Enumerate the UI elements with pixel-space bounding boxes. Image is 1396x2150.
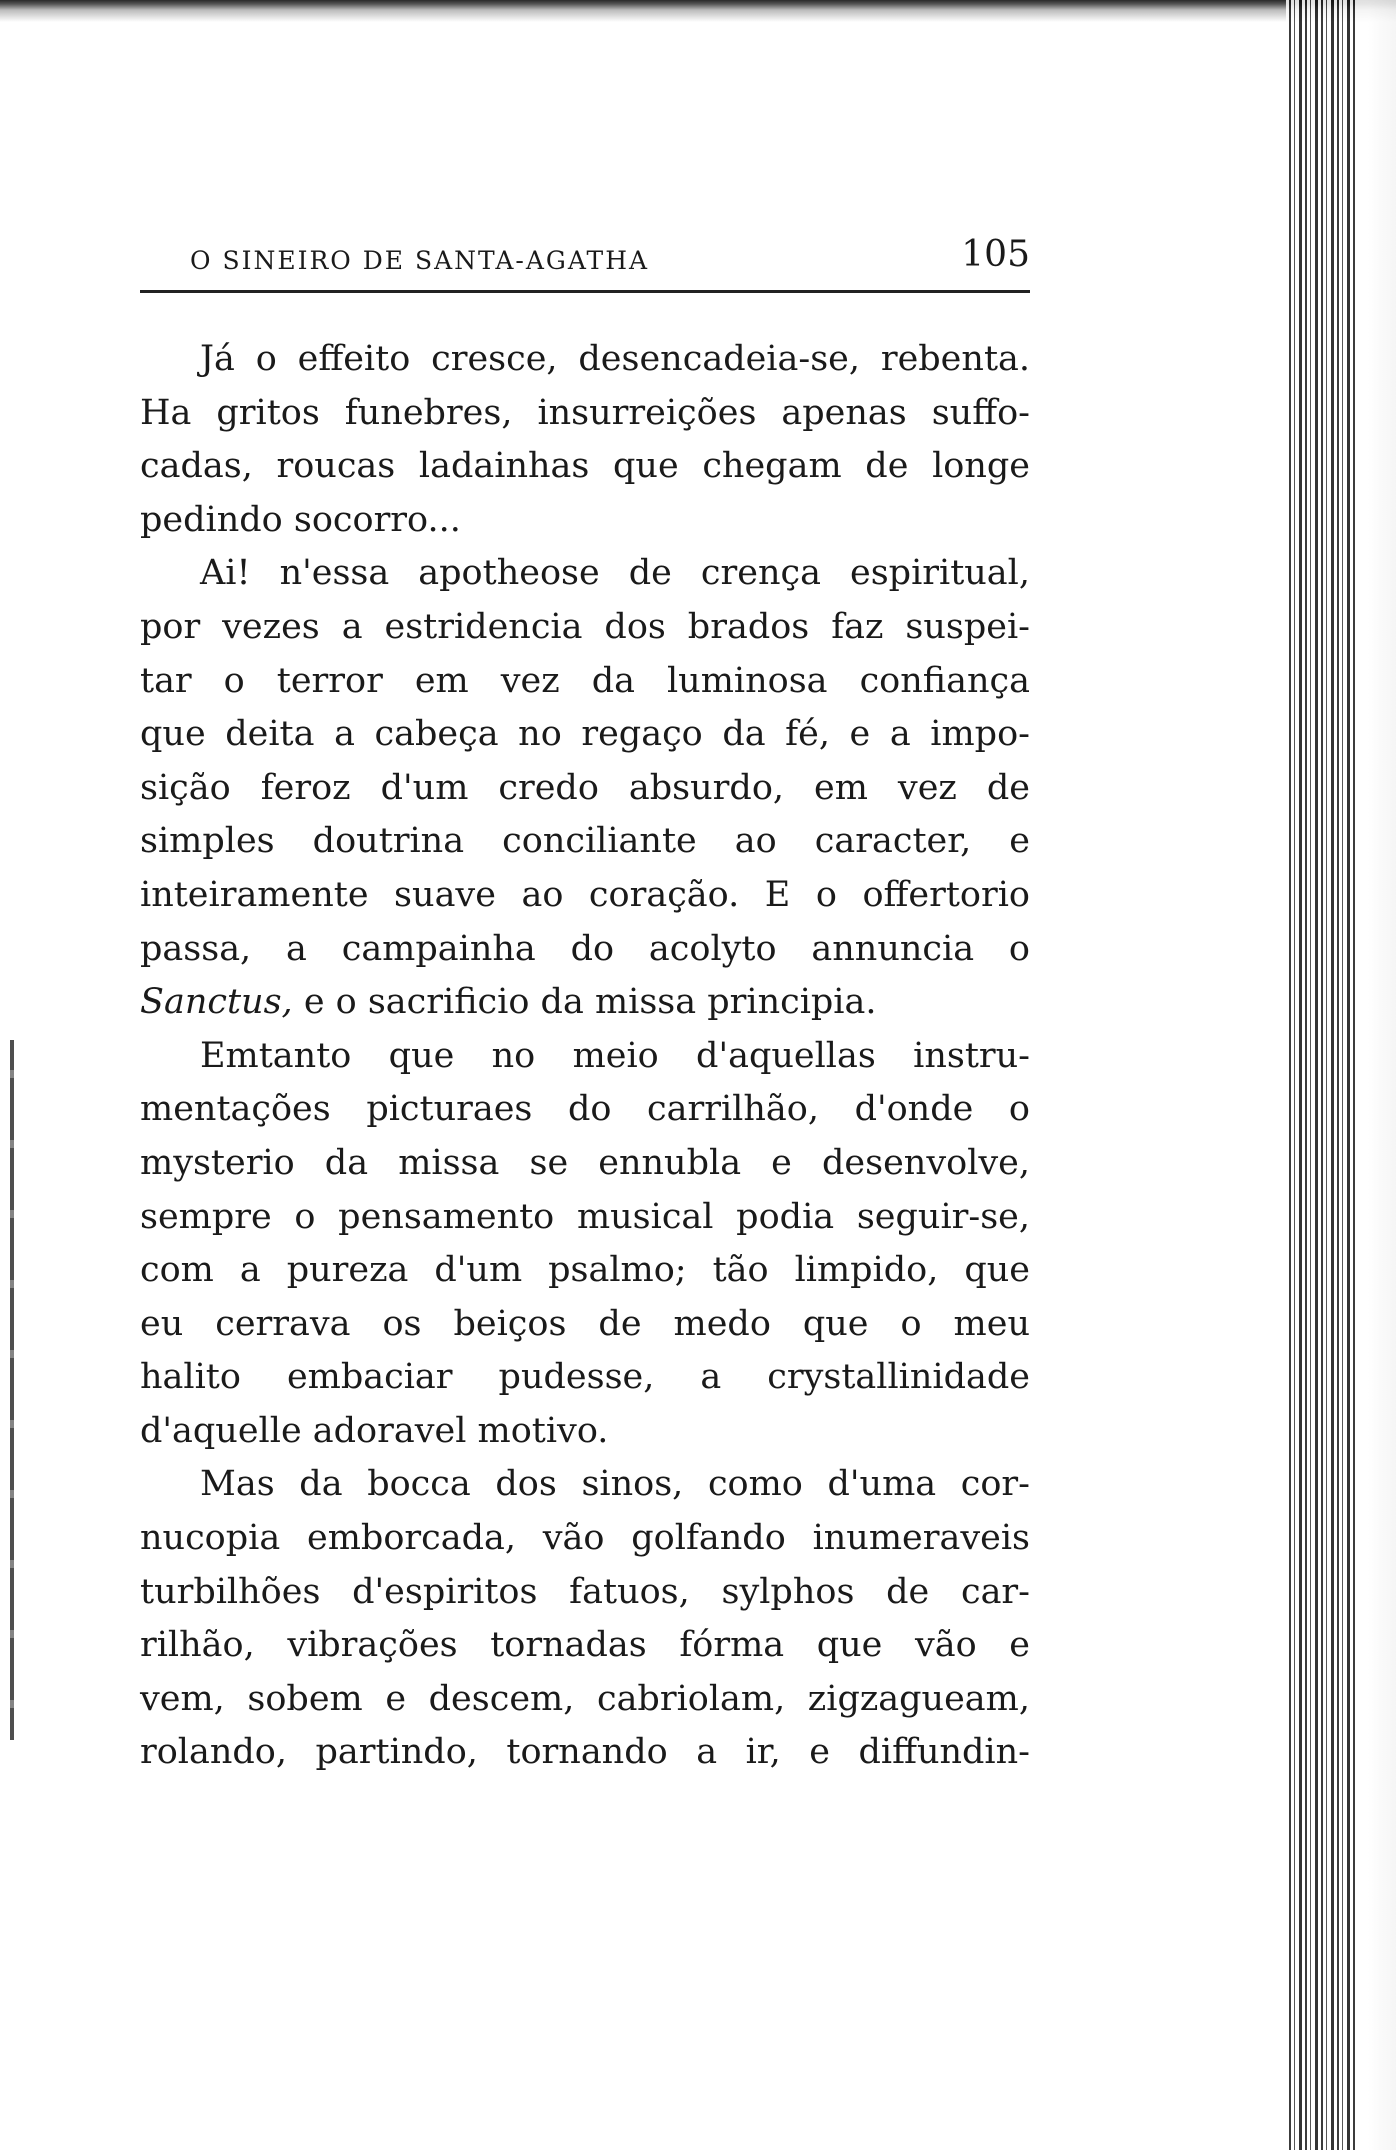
text-line: Emtanto que no meio d'aquellas instru- xyxy=(200,1035,1030,1076)
text-line: por vezes a estridencia dos brados faz suspei- xyxy=(140,606,1030,647)
text-line: Ha gritos funebres, insurreições apenas suffo- xyxy=(140,392,1030,433)
text-fragment: e o sacrificio da missa principia. xyxy=(292,982,877,1023)
running-title: O SINEIRO DE SANTA-AGATHA xyxy=(190,246,650,275)
text-line: pedindo socorro... xyxy=(140,499,461,540)
text-line: rolando, partindo, tornando a ir, e diffundin- xyxy=(140,1732,1030,1773)
text-line: sição feroz d'um credo absurdo, em vez de xyxy=(140,767,1030,808)
text-line: tar o terror em vez da luminosa confiança xyxy=(140,660,1030,701)
paragraph-3 xyxy=(140,1030,1030,1459)
text-line: que deita a cabeça no regaço da fé, e a impo- xyxy=(140,714,1030,755)
text-line: simples doutrina conciliante ao caracter, e xyxy=(140,821,1030,862)
text-line: turbilhões d'espiritos fatuos, sylphos de car- xyxy=(140,1571,1030,1612)
page-number: 105 xyxy=(961,234,1030,275)
text-line: mysterio da missa se ennubla e desenvolve, xyxy=(140,1142,1030,1183)
paragraph-2 xyxy=(140,547,1030,1029)
text-line: inteiramente suave ao coração. E o offertorio xyxy=(140,874,1030,915)
scan-top-edge xyxy=(0,0,1396,22)
text-line: passa, a campainha do acolyto annuncia o xyxy=(140,928,1030,969)
body-text xyxy=(140,333,1030,1780)
paragraph-4 xyxy=(140,1458,1030,1780)
paragraph-1 xyxy=(140,333,1030,547)
text-line: halito embaciar pudesse, a crystallinidade xyxy=(140,1357,1030,1398)
text-line: rilhão, vibrações tornadas fórma que vão e xyxy=(140,1625,1030,1666)
scan-binding-edge xyxy=(1286,0,1396,2150)
text-line: nucopia emborcada, vão golfando inumeraveis xyxy=(140,1518,1030,1559)
scan-left-mark xyxy=(10,1040,14,1740)
text-line: Já o effeito cresce, desencadeia-se, rebenta. xyxy=(200,339,1030,379)
text-line: d'aquelle adoravel motivo. xyxy=(140,1410,609,1451)
text-line: com a pureza d'um psalmo; tão limpido, que xyxy=(140,1250,1030,1291)
text-line: vem, sobem e descem, cabriolam, zigzagueam, xyxy=(140,1678,1030,1719)
text-line: sempre o pensamento musical podia seguir-se, xyxy=(140,1196,1030,1237)
text-line: eu cerrava os beiços de medo que o meu xyxy=(140,1303,1030,1344)
book-page xyxy=(140,230,1030,1780)
running-head xyxy=(140,230,1030,293)
text-line: Mas da bocca dos sinos, como d'uma cor- xyxy=(200,1464,1030,1505)
text-line: mentações picturaes do carrilhão, d'onde o xyxy=(140,1089,1030,1130)
text-line: Ai! n'essa apotheose de crença espiritual, xyxy=(200,553,1030,594)
text-line: cadas, roucas ladainhas que chegam de longe xyxy=(140,446,1030,487)
text-line xyxy=(140,976,1030,1030)
italic-word: Sanctus, xyxy=(140,982,293,1023)
